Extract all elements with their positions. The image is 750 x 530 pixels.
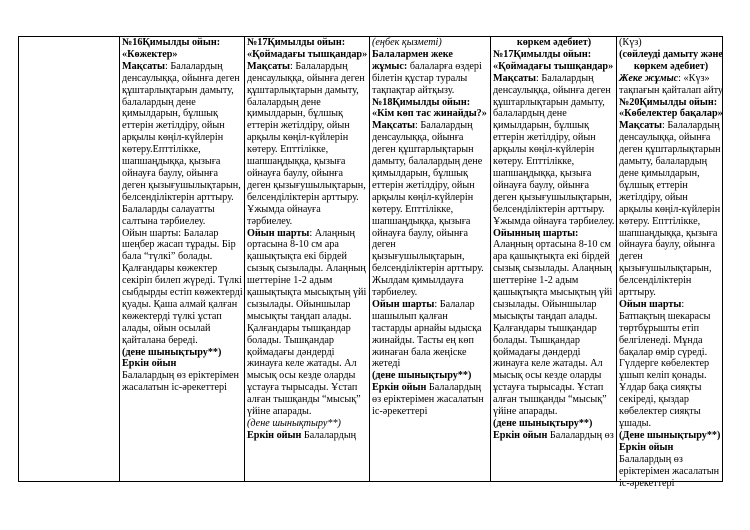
cell-text: Еркін ойын bbox=[493, 429, 548, 441]
cell-paragraph bbox=[372, 97, 489, 121]
cell-text: (Дене шынықтыру**) bbox=[619, 429, 721, 441]
cell-paragraph bbox=[247, 418, 368, 430]
cell-text: : Балалардың денсаулыққа, ойынға деген құштарлықтарын дамыту, балалардың дене қимылдарын, бұлшық еттерін жетілдіру, ойын арқылы көңіл-күйлерін көтеру. Епттілікке, шапшаңдыққа, қызыға ойнауға баулу, ойынға деген қызығушылықтарын, белсенділіктерін арттыру. Ұжымда ойнауға тәрбиелеу. bbox=[493, 72, 615, 227]
cell-paragraph bbox=[493, 430, 615, 442]
cell-text: (дене шынықтыру**) bbox=[493, 418, 593, 429]
cell-paragraph bbox=[372, 382, 489, 418]
cell-paragraph bbox=[619, 299, 723, 430]
cell-text: : Батпақтың шекарасы төртбұрышты етіп белгіленеді. Мұнда бақалар өмір сүреді. Гүлдерге көбелектер ұшып келіп қонады. Ұлдар бақа сияқты секіреді, қыздар көбелектер сияқты ұшады. bbox=[619, 298, 711, 429]
cell-text: Мақсаты bbox=[247, 60, 291, 72]
cell-text: Мақсаты bbox=[619, 120, 663, 132]
cell-paragraph bbox=[493, 37, 615, 49]
cell-text: (дене шынықтыру**) bbox=[122, 346, 222, 358]
cell-text: Ойын шарты: Балалар шеңбер жасап тұрады. Бір бала “түлкі” болады. Қалғандары көжектер секіріп билеп жүреді. Түлкі сыбдырды естіп көжектерді қуады. Қаша алмай қалған көжектерді түлкі ұстап алады, ойын осылай қайталана береді. bbox=[122, 227, 243, 346]
cell-paragraph bbox=[372, 37, 489, 49]
cell-text: Балалардың өз еріктерімен жасалатын іс-әрекеттері bbox=[619, 453, 720, 489]
schedule-table bbox=[18, 36, 724, 489]
cell-text: Жеке жұмыс bbox=[619, 72, 679, 84]
day-column-3 bbox=[370, 37, 491, 481]
cell-text: көркем әдебиет) bbox=[516, 37, 592, 48]
cell-text: Ойынның шарты: bbox=[493, 227, 579, 239]
day-column-1 bbox=[120, 37, 245, 481]
cell-text: Еркін ойын bbox=[372, 382, 427, 394]
cell-text: балаларға өздері білетін құстар туралы тақпақтар айтқызу. bbox=[372, 60, 482, 96]
cell-text: : Балалардың денсаулыққа, ойынға деген құштарлықтарын дамыту, балалардың дене қимылдарын, бұлшық еттерін жетілдіру, ойын арқылы көңіл-күйлерін көтеру. Епттілікке, шапшаңдыққа, қызыға ойнауға баулу, ойынға деген қызығушылықтарын, белсенділіктерін арттыру. bbox=[619, 120, 721, 299]
cell-paragraph bbox=[619, 430, 723, 442]
cell-text: №20Қимылды ойын: «Көбелектер бақалар» bbox=[619, 96, 723, 120]
cell-text: №17Қимылды ойын: «Қоймадағы тышқандар» bbox=[247, 37, 368, 60]
cell-paragraph bbox=[372, 49, 489, 97]
cell-paragraph bbox=[493, 49, 615, 73]
cell-paragraph bbox=[493, 418, 615, 430]
cell-text: (еңбек қызметі) bbox=[372, 37, 442, 48]
cell-paragraph bbox=[122, 228, 243, 347]
cell-paragraph bbox=[122, 358, 243, 370]
cell-text: Еркін ойын bbox=[122, 358, 177, 370]
cell-text: Балалардың bbox=[301, 429, 357, 441]
day-column-2 bbox=[245, 37, 370, 481]
row-header-cell bbox=[19, 37, 120, 481]
cell-paragraph bbox=[372, 299, 489, 370]
cell-paragraph bbox=[247, 228, 368, 419]
cell-text: : Балалардың денсаулыққа, ойынға деген құштарлықтарын дамыту, балалардың дене қимылдарын, бұлшық еттерін жетілдіру, ойын арқылы көңіл-күйлерін көтеру.Епттілікке, шапшаңдыққа, қызыға ойнауға баулу, ойынға деген қызығушылықтарын, белсенділіктерін арттыру. Балаларды салауатты салтына тәрбиелеу. bbox=[122, 60, 241, 227]
cell-text: №17Қимылды ойын: «Қоймадағы тышқандар» bbox=[493, 48, 614, 72]
cell-text: №18Қимылды ойын: «Кім көп тас жинайды?» bbox=[372, 96, 487, 120]
cell-text: Балалардың өз bbox=[547, 429, 614, 441]
cell-paragraph bbox=[619, 97, 723, 121]
cell-text: Балалардың өз еріктерімен жасалатын іс-әрекеттері bbox=[372, 382, 484, 418]
cell-paragraph bbox=[247, 61, 368, 228]
cell-text: : Балалар шашылып қалған тастарды арнайы ыдысқа жинайды. Тасты ең көп жинаған бала жеңіске жетеді bbox=[372, 298, 482, 370]
cell-paragraph bbox=[122, 370, 243, 394]
cell-text: Алаңның ортасына 8-10 см ара қашықтықта екі бірдей сызық сызылады. Алаңның шеттеріне 1-2 адым қашықтықта мысықтың үйі сызылады. Ойыншылар мысықты таңдап алады. Қалғандары тышқандар болады. Тышқандар қоймадағы дәндерді жинауға келе жатады. Ал мысық осы кезде оларды ұстауға тырысады. Ұстап алған тышқанды “мысық” үйіне апарады. bbox=[493, 239, 613, 418]
cell-text: Еркін ойын bbox=[619, 441, 674, 453]
cell-text: Ойын шарты bbox=[372, 298, 435, 310]
cell-text: : Балалардың денсаулыққа, ойынға деген құштарлықтарын дамыту, балалардың дене қимылдарын, бұлшық еттерін жетілдіру, ойын арқылы көңіл-күйлерін көтеру. Епттілікке, шапшаңдыққа, қызыға ойнауға баулу, ойынға деген қызығушылықтарын, белсенділіктерін арттыру. Жылдам қимылдауға тәрбиелеу. bbox=[372, 120, 484, 299]
cell-text: Мақсаты bbox=[122, 60, 166, 72]
cell-text: : Алаңның ортасына 8-10 см ара қашықтықта екі бірдей сызық сызылады. Алаңның шеттеріне 1-2 адым қашықтықта мысықтың үйі сызылады. Ойыншылар мысықты таңдап алады. Қалғандары тышқандар болады. Тышқандар қоймадағы дәндерді жинауға келе жатады. Ал мысық осы кезде оларды ұстауға тырысады. Ұстап алған тышқанды “мысық” үйіне апарады. bbox=[247, 227, 367, 418]
cell-text: (Күз) bbox=[619, 37, 642, 48]
cell-paragraph bbox=[122, 37, 243, 61]
cell-text: (дене шынықтыру**) bbox=[247, 418, 341, 429]
cell-text: Балалардың өз еріктерімен жасалатын іс-әрекеттері bbox=[122, 370, 239, 394]
cell-text: : «Күз» тақпағын қайталап айту bbox=[619, 72, 724, 96]
cell-paragraph bbox=[493, 73, 615, 228]
cell-text: : Балалардың денсаулыққа, ойынға деген құштарлықтарын дамыту, балалардың дене қимылдарын, бұлшық еттерін жетілдіру, ойын арқылы көңіл-күйлерін көтеру. Епттілікке, шапшаңдыққа, қызыға ойнауға баулу, ойынға деген қызығушылықтарын, белсенділіктерін арттыру. Ұжымда ойнауға тәрбиелеу. bbox=[247, 60, 366, 227]
cell-text: Еркін ойын bbox=[247, 429, 302, 441]
cell-paragraph bbox=[619, 73, 723, 97]
cell-paragraph bbox=[619, 49, 723, 73]
cell-paragraph bbox=[372, 120, 489, 299]
cell-text: Ойын шарты bbox=[619, 298, 682, 310]
cell-paragraph bbox=[493, 239, 615, 418]
cell-paragraph bbox=[247, 37, 368, 61]
day-column-4 bbox=[491, 37, 617, 481]
cell-text: Мақсаты bbox=[493, 72, 537, 84]
cell-paragraph bbox=[619, 442, 723, 490]
cell-text: Балалармен жеке жұмыс: bbox=[372, 48, 453, 72]
cell-text: (дене шынықтыру**) bbox=[372, 370, 472, 382]
cell-text: Ойын шарты bbox=[247, 227, 310, 239]
cell-paragraph bbox=[247, 430, 368, 442]
cell-text: Мақсаты bbox=[372, 120, 416, 132]
cell-paragraph bbox=[122, 61, 243, 228]
cell-paragraph bbox=[493, 228, 615, 240]
cell-paragraph bbox=[619, 120, 723, 299]
cell-text: №16Қимылды ойын: «Көжектер» bbox=[122, 37, 221, 60]
day-column-5 bbox=[617, 37, 724, 489]
cell-paragraph bbox=[372, 370, 489, 382]
cell-paragraph bbox=[122, 347, 243, 359]
cell-text: (сөйлеуді дамыту және көркем әдебиет) bbox=[619, 48, 723, 72]
cell-paragraph bbox=[619, 37, 723, 49]
